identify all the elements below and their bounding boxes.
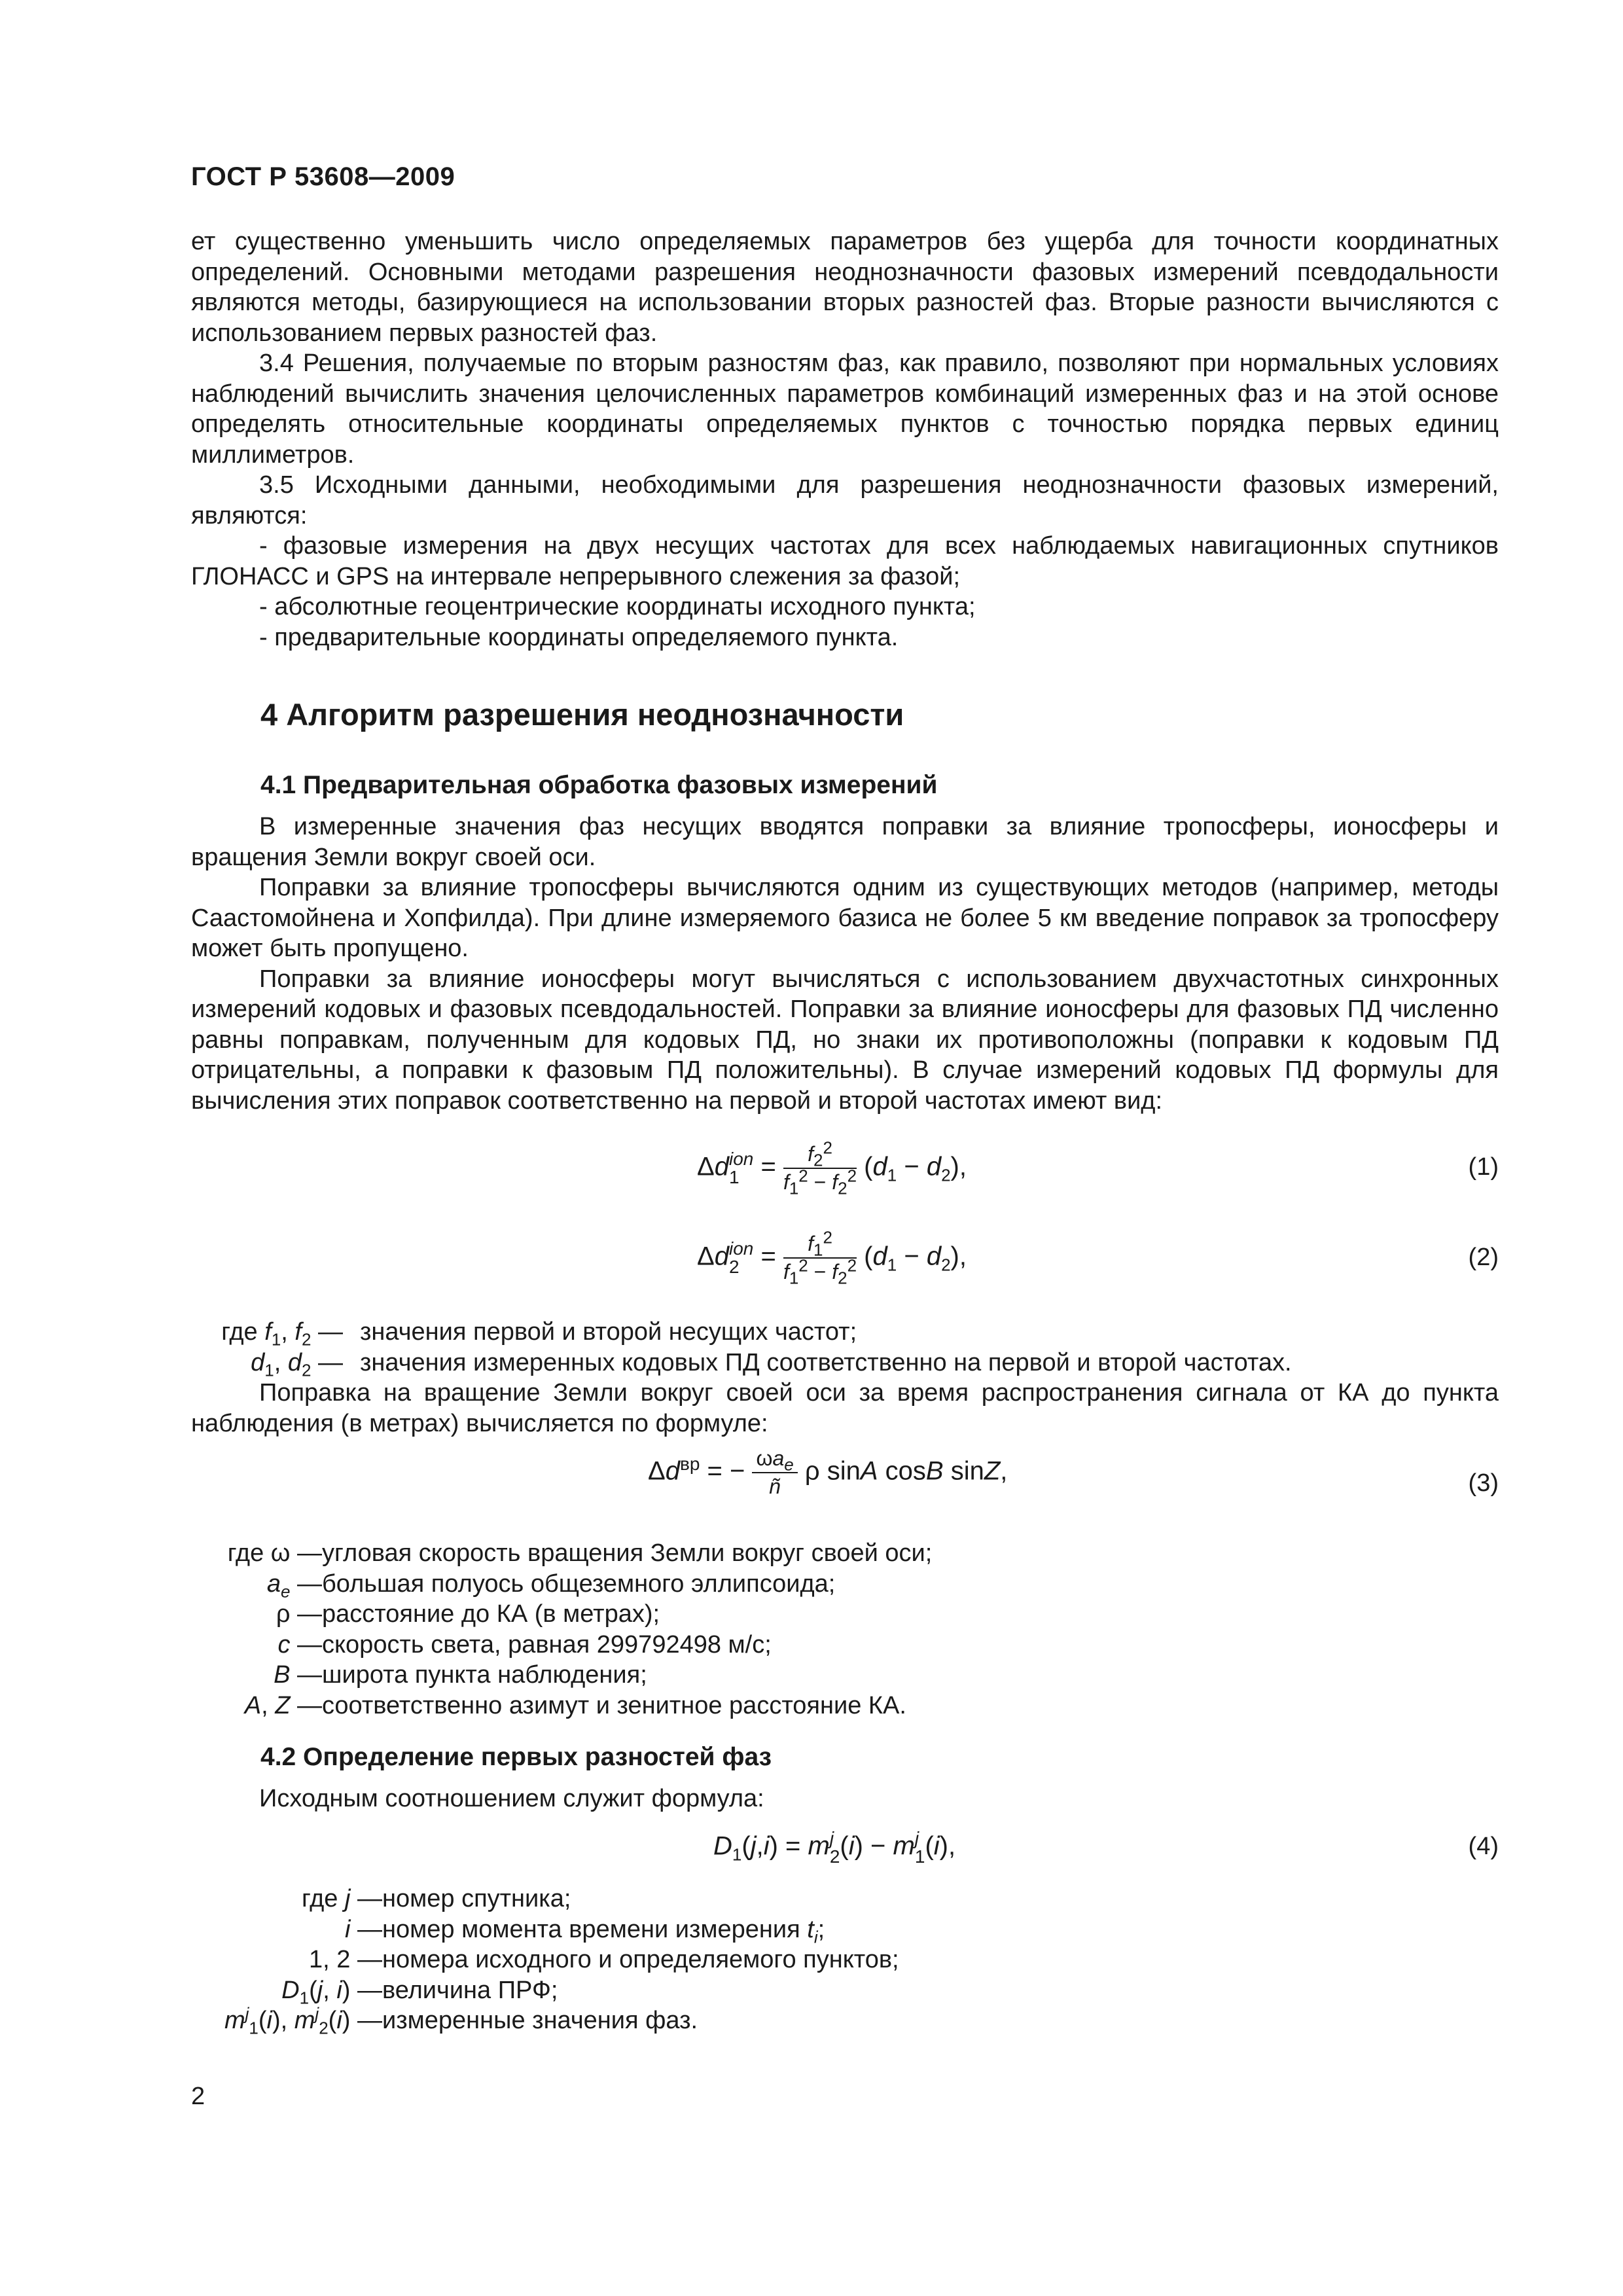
section-4-1-title: 4.1 Предварительная обработка фазовых измерений [260,771,938,799]
where-row: где $f_1$, $f_2$ — значения первой и второй несущих частот; [221,1318,857,1350]
intro-list-item-1: - фазовые измерения на двух несущих частотах для всех наблюдаемых навигационных спутников ГЛОНАСС и GPS на интервале непрерывного слежения за фазой; [191,532,1499,590]
where-row: где j — номер спутника; [301,1885,571,1912]
where-row: A, Z — соответственно азимут и зенитное расстояние КА. [244,1691,906,1719]
section-4-1-text-2 [191,1378,1499,1439]
where-row: ρ — расстояние до КА (в метрах); [276,1600,660,1628]
section-4-title: 4 Алгоритм разрешения неоднозначности [260,697,904,732]
where-block-eq1-2 [191,1317,1499,1378]
intro-paragraph-3-5: 3.5 Исходными данными, необходимыми для разрешения неоднозначности фазовых измерений, являются: [191,471,1499,529]
intro-list-item-3: - предварительные координаты определяемого пункта. [259,623,899,651]
section-4-1-text [191,812,1499,1116]
equation-2: Δd ion 2 = $\frac{f_1^2}{f_1^2 - f_2^2}$ $(d_1 - d_2)$, [697,1227,967,1288]
equation-4: $D_1(j,i) = m$ j 2 (i) − m j 1 (i), [713,1828,956,1867]
section-4-2-title: 4.2 Определение первых разностей фаз [260,1743,772,1771]
section-4-1-paragraph-2: Поправки за влияние тропосферы вычисляются одним из существующих методов (например, методы Саастомойнена и Хопфилда). При длине измеряемого базиса не более 5 км введение поправок за тропосферу может быть пропущено. [191,874,1499,962]
intro-block [191,226,1499,653]
equation-4-number: (4) [1468,1833,1499,1860]
where-row: 1, 2 — номера исходного и определяемого пунктов; [309,1946,899,1973]
section-4-2-text [191,1784,1499,1814]
where-row: B — широта пункта наблюдения; [274,1661,647,1689]
where-row: $d_1$, $d_2$ — значения измеренных кодовых ПД соответственно на первой и второй частотах. [251,1348,1292,1380]
where-row: $a_e$ — большая полуось общеземного эллипсоида; [266,1570,836,1602]
where-row: i — номер момента времени измерения $t_i$; [344,1915,825,1947]
page-number: 2 [191,2083,205,2110]
intro-paragraph-1: ет существенно уменьшить число определяемых параметров без ущерба для точности координатных определений. Основными методами разрешения неоднозначности фазовых измерений псевдодальности являются методы, базирующиеся на использовании вторых разностей фаз. Вторые разности вычисляются с использованием первых разностей фаз. [191,228,1499,347]
equation-3: $\Delta d^{вр}$ = − $\frac{\omega a_e}{ñ}$ ρ sinA cosB sinZ, [648,1446,1008,1498]
intro-paragraph-3-4: 3.4 Решения, получаемые по вторым разностям фаз, как правило, позволяют при нормальных условиях наблюдений вычислить значения целочисленных параметров комбинаций измеренных фаз и на этой основе определять относительные координаты определяемых пунктов с точностью порядка первых единиц миллиметров. [191,350,1499,469]
where-block-eq4 [191,1884,1499,2036]
where-row: c — скорость света, равная 299792498 м/с; [277,1630,772,1659]
equation-3-number: (3) [1468,1469,1499,1497]
where-row: $m^j_1(i)$, $m^j_2(i)$ — измеренные значения фаз. [224,2003,698,2038]
where-row: где ω — угловая скорость вращения Земли вокруг своей оси; [227,1539,933,1567]
equation-1-number: (1) [1468,1153,1499,1181]
section-4-1-paragraph-4: Поправка на вращение Земли вокруг своей оси за время распространения сигнала от КА до пункта наблюдения (в метрах) вычисляется по формуле: [191,1379,1499,1437]
section-4-1-paragraph-1: В измеренные значения фаз несущих вводятся поправки за влияние тропосферы, ионосферы и вращения Земли вокруг своей оси. [191,813,1499,871]
where-row: $D_1(j$, i) — величина ПРФ; [281,1976,558,2008]
document-code: ГОСТ Р 53608—2009 [191,162,455,191]
intro-list-item-2: - абсолютные геоцентрические координаты исходного пункта; [259,593,976,620]
section-4-1-paragraph-3: Поправки за влияние ионосферы могут вычисляться с использованием двухчастотных синхронных измерений кодовых и фазовых псевдодальностей. Поправки за влияние ионосферы для фазовых ПД численно равны поправкам, полученным для кодовых ПД, но знаки их противоположны (поправки к кодовым ПД отрицательны, а поправки к фазовым ПД положительны). В случае измерений кодовых ПД формулы для вычисления этих поправок соответственно на первой и второй частотах имеют вид: [191,965,1499,1115]
where-block-eq3 [191,1538,1499,1721]
section-4-2-paragraph-1: Исходным соотношением служит формула: [259,1785,764,1812]
equation-1: Δd ion 1 = $\frac{f_2^2}{f_1^2 - f_2^2}$ $(d_1 - d_2)$, [697,1138,967,1198]
equation-2-number: (2) [1468,1244,1499,1271]
